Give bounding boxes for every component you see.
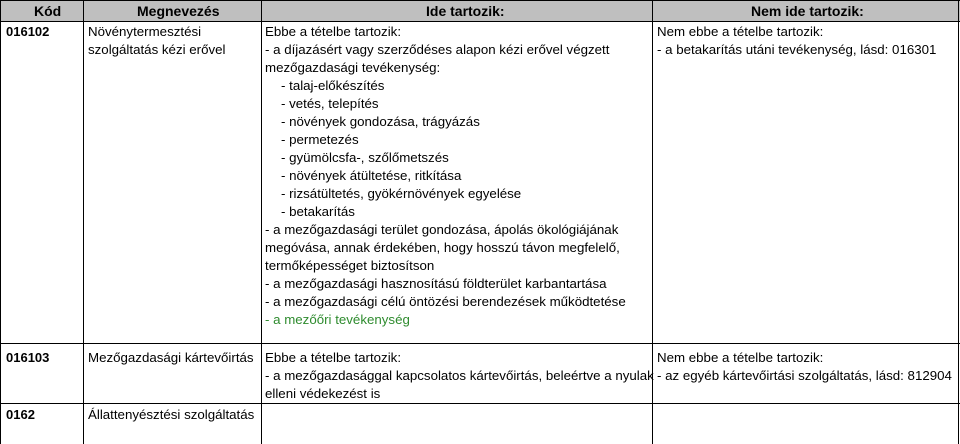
row-exclude (657, 23, 936, 59)
row-code: 016102 (6, 24, 50, 39)
row-include (265, 23, 626, 329)
include-line: - betakarítás (281, 204, 355, 219)
include-line: - a díjazásért vagy szerződéses alapon kézi erővel végzett (265, 42, 610, 57)
row-include (265, 349, 654, 403)
row-name (88, 349, 254, 367)
row-code: 016103 (6, 350, 50, 365)
include-line: - a mezőgazdasági célú öntözési berendezések működtetése (265, 294, 626, 309)
row-code: 0162 (6, 407, 35, 422)
include-line: - talaj-előkészítés (281, 78, 385, 93)
include-line: - gyümölcsfa-, szőlőmetszés (281, 150, 449, 165)
include-line: - permetezés (281, 132, 359, 147)
include-line: elleni védekezést is (265, 386, 381, 401)
include-line-highlight: - a mezőőri tevékenység (265, 312, 410, 327)
row-exclude (657, 349, 952, 385)
include-line: Ebbe a tételbe tartozik: (265, 24, 402, 39)
grid-line (83, 0, 84, 444)
table-header (0, 0, 960, 22)
include-line: - a mezőgazdasággal kapcsolatos kártevőirtás, beleértve a nyulak (265, 368, 654, 383)
include-line: - a mezőgazdasági hasznosítású földterület karbantartása (265, 276, 607, 291)
row-name-line: Növénytermesztési (88, 24, 202, 39)
header-megnevezes: Megnevezés (137, 3, 220, 19)
include-line: termőképességet biztosítson (265, 258, 435, 273)
row-name-line: szolgáltatás kézi erővel (88, 42, 226, 57)
row-name-line: Állattenyésztési szolgáltatás (88, 407, 255, 422)
header-ide-tartozik: Ide tartozik: (426, 3, 505, 19)
grid-line (0, 0, 1, 444)
row-name (88, 23, 225, 59)
exclude-line: Nem ebbe a tételbe tartozik: (657, 24, 824, 39)
include-line: - vetés, telepítés (281, 96, 379, 111)
include-line: - a mezőgazdasági terület gondozása, ápolás ökológiájának (265, 222, 619, 237)
include-line: - rizsátültetés, gyökérnövények egyelése (281, 186, 522, 201)
row-name (88, 406, 254, 424)
exclude-line: Nem ebbe a tételbe tartozik: (657, 350, 824, 365)
exclude-line: - az egyéb kártevőirtási szolgáltatás, lásd: 812904 (657, 368, 952, 383)
row-divider (0, 343, 960, 344)
exclude-line: - a betakarítás utáni tevékenység, lásd: 016301 (657, 42, 937, 57)
grid-line (958, 0, 959, 444)
row-name-line: Mezőgazdasági kártevőirtás (88, 350, 254, 365)
grid-line (261, 0, 262, 444)
include-line: - növények gondozása, trágyázás (281, 114, 480, 129)
header-kod: Kód (34, 3, 62, 19)
include-line: - növények átültetése, ritkítása (281, 168, 462, 183)
include-line: megóvása, annak érdekében, hogy hosszú távon megfelelő, (265, 240, 620, 255)
header-nem-ide-tartozik: Nem ide tartozik: (751, 3, 864, 19)
include-line: Ebbe a tételbe tartozik: (265, 350, 402, 365)
include-line: mezőgazdasági tevékenység: (265, 60, 441, 75)
row-divider (0, 403, 960, 404)
